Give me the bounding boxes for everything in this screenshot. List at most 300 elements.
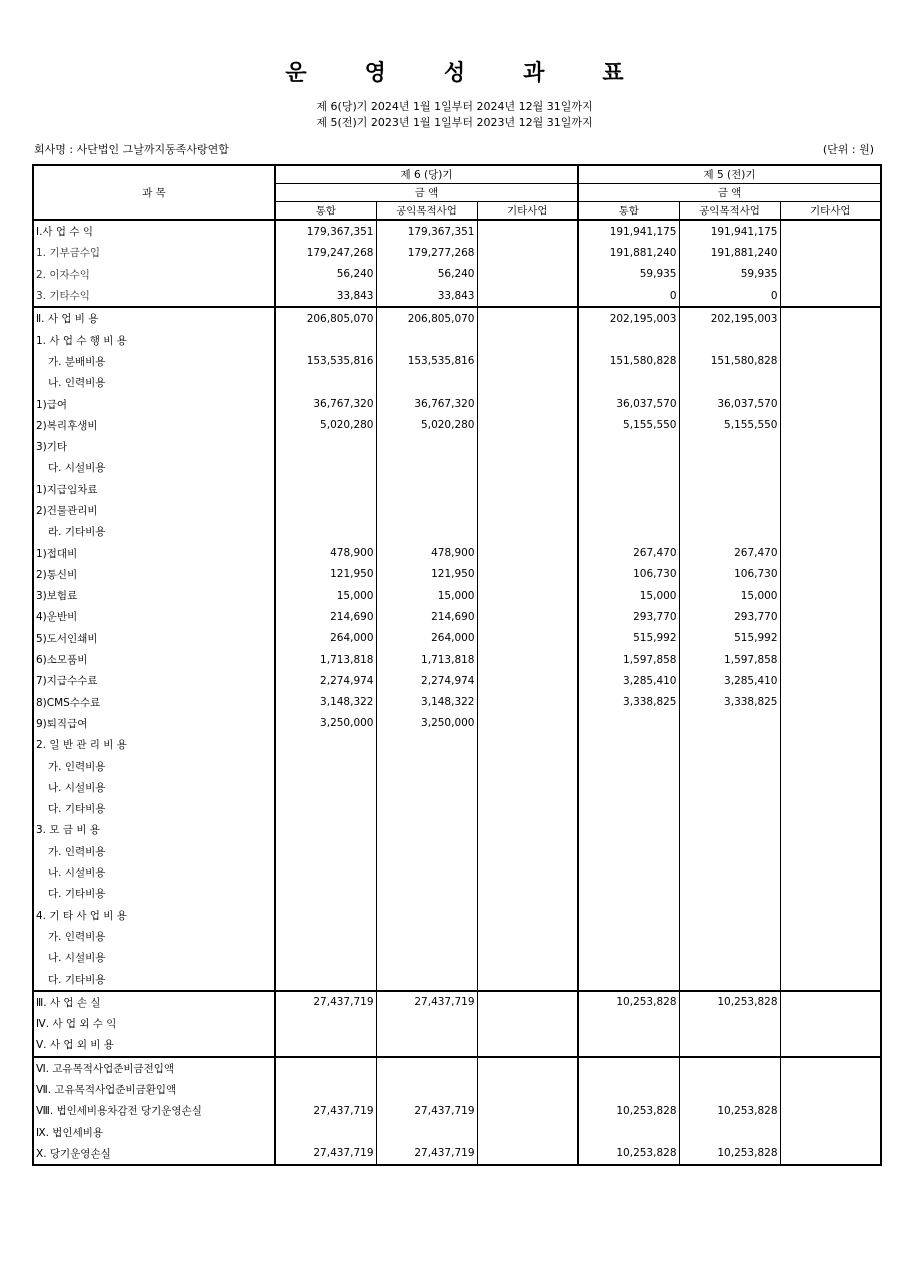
- header-col-public: 공익목적사업: [376, 202, 477, 221]
- value-cell: 267,470: [679, 542, 780, 563]
- statement-table: [32, 164, 882, 1166]
- value-cell: [477, 649, 578, 670]
- value-cell: [780, 1143, 881, 1165]
- value-cell: [780, 968, 881, 990]
- header-col-other: 기타사업: [780, 202, 881, 221]
- row-label: 다. 시설비용: [33, 457, 275, 478]
- value-cell: [275, 883, 376, 904]
- table-row: [33, 755, 881, 776]
- table-row: [33, 1034, 881, 1056]
- title-char: 운: [285, 61, 307, 86]
- value-cell: 59,935: [679, 264, 780, 285]
- value-cell: 3,285,410: [578, 670, 679, 691]
- value-cell: [477, 991, 578, 1013]
- value-cell: [679, 905, 780, 926]
- value-cell: 478,900: [376, 542, 477, 563]
- table-row: [33, 1079, 881, 1100]
- value-cell: [679, 947, 780, 968]
- row-label: 5)도서인쇄비: [33, 628, 275, 649]
- row-label: 다. 기타비용: [33, 883, 275, 904]
- row-label: 1)접대비: [33, 542, 275, 563]
- value-cell: 10,253,828: [578, 1100, 679, 1121]
- row-label: 4)운반비: [33, 606, 275, 627]
- value-cell: [477, 819, 578, 840]
- value-cell: 191,941,175: [578, 220, 679, 242]
- value-cell: [275, 436, 376, 457]
- table-row: [33, 500, 881, 521]
- value-cell: [477, 1013, 578, 1034]
- value-cell: [477, 351, 578, 372]
- value-cell: [679, 479, 780, 500]
- value-cell: [780, 1013, 881, 1034]
- row-label: Ⅸ. 법인세비용: [33, 1121, 275, 1142]
- value-cell: 33,843: [275, 285, 376, 307]
- value-cell: 3,338,825: [679, 692, 780, 713]
- value-cell: [679, 1121, 780, 1142]
- row-label: 2)복리후생비: [33, 415, 275, 436]
- value-cell: [578, 947, 679, 968]
- value-cell: [477, 947, 578, 968]
- row-label: 나. 인력비용: [33, 372, 275, 393]
- value-cell: 293,770: [679, 606, 780, 627]
- value-cell: 27,437,719: [275, 1143, 376, 1165]
- table-row: [33, 692, 881, 713]
- value-cell: [275, 798, 376, 819]
- value-cell: 15,000: [679, 585, 780, 606]
- table-row: [33, 1057, 881, 1079]
- value-cell: 0: [578, 285, 679, 307]
- value-cell: [679, 798, 780, 819]
- value-cell: [679, 713, 780, 734]
- value-cell: [477, 564, 578, 585]
- value-cell: [780, 713, 881, 734]
- value-cell: [477, 905, 578, 926]
- value-cell: [477, 841, 578, 862]
- row-label: 2. 일 반 관 리 비 용: [33, 734, 275, 755]
- value-cell: [578, 1013, 679, 1034]
- table-row: [33, 307, 881, 329]
- row-label: Ⅷ. 법인세비용차감전 당기운영손실: [33, 1100, 275, 1121]
- value-cell: [780, 649, 881, 670]
- value-cell: [780, 1057, 881, 1079]
- table-row: [33, 1143, 881, 1165]
- value-cell: [376, 500, 477, 521]
- value-cell: [780, 777, 881, 798]
- row-label: 2)건물관리비: [33, 500, 275, 521]
- value-cell: 5,155,550: [679, 415, 780, 436]
- value-cell: 33,843: [376, 285, 477, 307]
- header-amount-current: 금 액: [275, 184, 578, 202]
- value-cell: [578, 734, 679, 755]
- value-cell: [477, 606, 578, 627]
- value-cell: [477, 734, 578, 755]
- title-char: 성: [443, 61, 466, 86]
- value-cell: [477, 285, 578, 307]
- row-label: 1. 사 업 수 행 비 용: [33, 329, 275, 350]
- value-cell: [780, 1121, 881, 1142]
- row-label: Ⅹ. 당기운영손실: [33, 1143, 275, 1165]
- table-row: [33, 819, 881, 840]
- value-cell: 121,950: [376, 564, 477, 585]
- value-cell: [477, 1034, 578, 1056]
- value-cell: [477, 1079, 578, 1100]
- table-row: [33, 436, 881, 457]
- value-cell: 515,992: [578, 628, 679, 649]
- value-cell: [477, 479, 578, 500]
- value-cell: [780, 436, 881, 457]
- value-cell: [780, 628, 881, 649]
- value-cell: [679, 841, 780, 862]
- value-cell: [376, 777, 477, 798]
- value-cell: [780, 542, 881, 563]
- value-cell: [275, 905, 376, 926]
- value-cell: [376, 436, 477, 457]
- value-cell: [477, 883, 578, 904]
- row-label: 3)기타: [33, 436, 275, 457]
- value-cell: [679, 926, 780, 947]
- unit-label: (단위 : 원): [822, 143, 874, 156]
- value-cell: 214,690: [376, 606, 477, 627]
- value-cell: [376, 1057, 477, 1079]
- value-cell: 206,805,070: [376, 307, 477, 329]
- value-cell: [275, 819, 376, 840]
- value-cell: [578, 841, 679, 862]
- value-cell: [679, 329, 780, 350]
- value-cell: 0: [679, 285, 780, 307]
- value-cell: [780, 819, 881, 840]
- value-cell: 15,000: [275, 585, 376, 606]
- value-cell: [376, 905, 477, 926]
- table-row: [33, 734, 881, 755]
- value-cell: [376, 841, 477, 862]
- value-cell: [477, 1143, 578, 1165]
- value-cell: [679, 734, 780, 755]
- value-cell: [578, 926, 679, 947]
- value-cell: [780, 947, 881, 968]
- value-cell: [780, 372, 881, 393]
- value-cell: [376, 457, 477, 478]
- table-row: [33, 242, 881, 263]
- table-row: [33, 883, 881, 904]
- value-cell: 179,247,268: [275, 242, 376, 263]
- value-cell: [376, 883, 477, 904]
- value-cell: [477, 798, 578, 819]
- value-cell: [376, 521, 477, 542]
- value-cell: [376, 372, 477, 393]
- value-cell: 15,000: [578, 585, 679, 606]
- table-row: [33, 457, 881, 478]
- value-cell: [477, 862, 578, 883]
- value-cell: 1,713,818: [275, 649, 376, 670]
- row-label: 가. 인력비용: [33, 755, 275, 776]
- header-amount-previous: 금 액: [578, 184, 881, 202]
- value-cell: [780, 670, 881, 691]
- value-cell: [275, 777, 376, 798]
- title-char: 표: [602, 61, 624, 86]
- value-cell: [679, 372, 780, 393]
- value-cell: 202,195,003: [679, 307, 780, 329]
- value-cell: [780, 479, 881, 500]
- value-cell: [578, 1057, 679, 1079]
- table-row: [33, 777, 881, 798]
- value-cell: [578, 713, 679, 734]
- row-label: 가. 인력비용: [33, 841, 275, 862]
- value-cell: [780, 734, 881, 755]
- value-cell: 293,770: [578, 606, 679, 627]
- value-cell: [477, 372, 578, 393]
- value-cell: [780, 329, 881, 350]
- value-cell: 121,950: [275, 564, 376, 585]
- value-cell: [679, 1079, 780, 1100]
- row-label: 가. 분배비용: [33, 351, 275, 372]
- value-cell: [780, 220, 881, 242]
- value-cell: [376, 1121, 477, 1142]
- value-cell: [477, 1057, 578, 1079]
- row-label: 가. 인력비용: [33, 926, 275, 947]
- value-cell: [679, 1013, 780, 1034]
- value-cell: [780, 991, 881, 1013]
- value-cell: 5,020,280: [275, 415, 376, 436]
- value-cell: [679, 968, 780, 990]
- value-cell: [477, 329, 578, 350]
- row-label: 2. 이자수익: [33, 264, 275, 285]
- value-cell: 179,367,351: [275, 220, 376, 242]
- value-cell: [780, 457, 881, 478]
- value-cell: [376, 734, 477, 755]
- period-current: 제 6(당)기 2024년 1월 1일부터 2024년 12월 31일까지: [316, 100, 593, 113]
- value-cell: 56,240: [376, 264, 477, 285]
- table-row: [33, 1100, 881, 1121]
- table-row: [33, 841, 881, 862]
- value-cell: 478,900: [275, 542, 376, 563]
- value-cell: 191,881,240: [578, 242, 679, 263]
- table-row: [33, 905, 881, 926]
- title-char: 과: [523, 61, 545, 86]
- value-cell: [780, 1034, 881, 1056]
- value-cell: [376, 755, 477, 776]
- value-cell: [477, 457, 578, 478]
- value-cell: [679, 500, 780, 521]
- value-cell: 27,437,719: [376, 991, 477, 1013]
- header-previous-period: 제 5 (전)기: [578, 165, 881, 184]
- value-cell: 202,195,003: [578, 307, 679, 329]
- value-cell: [275, 755, 376, 776]
- value-cell: 36,037,570: [679, 393, 780, 414]
- value-cell: [376, 968, 477, 990]
- value-cell: [780, 883, 881, 904]
- value-cell: [477, 968, 578, 990]
- value-cell: 3,148,322: [275, 692, 376, 713]
- value-cell: [275, 479, 376, 500]
- row-label: 3. 모 금 비 용: [33, 819, 275, 840]
- value-cell: [477, 926, 578, 947]
- value-cell: 106,730: [578, 564, 679, 585]
- value-cell: [578, 862, 679, 883]
- value-cell: [477, 692, 578, 713]
- value-cell: [275, 862, 376, 883]
- table-row: [33, 285, 881, 307]
- value-cell: [780, 351, 881, 372]
- value-cell: 3,148,322: [376, 692, 477, 713]
- row-label: 8)CMS수수료: [33, 692, 275, 713]
- statement-rows: [33, 220, 881, 1165]
- table-row: [33, 991, 881, 1013]
- value-cell: [275, 1121, 376, 1142]
- table-row: [33, 628, 881, 649]
- value-cell: [780, 415, 881, 436]
- value-cell: 10,253,828: [679, 991, 780, 1013]
- value-cell: [780, 307, 881, 329]
- value-cell: [477, 242, 578, 263]
- value-cell: [477, 628, 578, 649]
- value-cell: 3,250,000: [376, 713, 477, 734]
- row-label: 나. 시설비용: [33, 947, 275, 968]
- value-cell: [275, 329, 376, 350]
- value-cell: 151,580,828: [578, 351, 679, 372]
- value-cell: [780, 862, 881, 883]
- value-cell: [275, 968, 376, 990]
- value-cell: [780, 393, 881, 414]
- value-cell: [780, 1079, 881, 1100]
- row-label: 다. 기타비용: [33, 798, 275, 819]
- value-cell: [578, 798, 679, 819]
- value-cell: [275, 521, 376, 542]
- value-cell: 10,253,828: [679, 1143, 780, 1165]
- value-cell: [578, 777, 679, 798]
- value-cell: [376, 329, 477, 350]
- value-cell: [780, 692, 881, 713]
- value-cell: [679, 755, 780, 776]
- value-cell: [780, 521, 881, 542]
- value-cell: 3,285,410: [679, 670, 780, 691]
- value-cell: [376, 926, 477, 947]
- value-cell: 191,941,175: [679, 220, 780, 242]
- value-cell: [477, 307, 578, 329]
- row-label: Ⅲ. 사 업 손 실: [33, 991, 275, 1013]
- value-cell: [578, 755, 679, 776]
- row-label: 6)소모품비: [33, 649, 275, 670]
- value-cell: [477, 777, 578, 798]
- value-cell: 106,730: [679, 564, 780, 585]
- row-label: 7)지급수수료: [33, 670, 275, 691]
- value-cell: 153,535,816: [275, 351, 376, 372]
- value-cell: [578, 1034, 679, 1056]
- row-label: 2)통신비: [33, 564, 275, 585]
- value-cell: [477, 415, 578, 436]
- value-cell: 179,367,351: [376, 220, 477, 242]
- row-label: Ⅶ. 고유목적사업준비금환입액: [33, 1079, 275, 1100]
- period-previous: 제 5(전)기 2023년 1월 1일부터 2023년 12월 31일까지: [316, 116, 593, 129]
- value-cell: [376, 1079, 477, 1100]
- row-label: 나. 시설비용: [33, 862, 275, 883]
- value-cell: 179,277,268: [376, 242, 477, 263]
- value-cell: [477, 521, 578, 542]
- company-name: 회사명 : 사단법인 그날까지동족사랑연합: [34, 143, 229, 156]
- value-cell: [780, 564, 881, 585]
- page-title: [0, 56, 909, 87]
- value-cell: [679, 1057, 780, 1079]
- value-cell: [780, 841, 881, 862]
- value-cell: [780, 500, 881, 521]
- value-cell: [578, 329, 679, 350]
- value-cell: [578, 457, 679, 478]
- row-label: 9)퇴직급여: [33, 713, 275, 734]
- value-cell: [679, 883, 780, 904]
- value-cell: [578, 372, 679, 393]
- value-cell: [275, 841, 376, 862]
- row-label: Ⅳ. 사 업 외 수 익: [33, 1013, 275, 1034]
- value-cell: 36,037,570: [578, 393, 679, 414]
- value-cell: 36,767,320: [275, 393, 376, 414]
- row-label: Ⅱ. 사 업 비 용: [33, 307, 275, 329]
- table-row: [33, 606, 881, 627]
- value-cell: [578, 819, 679, 840]
- value-cell: 3,250,000: [275, 713, 376, 734]
- value-cell: [275, 734, 376, 755]
- value-cell: 515,992: [679, 628, 780, 649]
- value-cell: [477, 1121, 578, 1142]
- value-cell: 36,767,320: [376, 393, 477, 414]
- value-cell: 15,000: [376, 585, 477, 606]
- row-label: 다. 기타비용: [33, 968, 275, 990]
- table-row: [33, 968, 881, 990]
- row-label: 1. 기부금수입: [33, 242, 275, 263]
- table-row: [33, 479, 881, 500]
- value-cell: [578, 479, 679, 500]
- row-label: 라. 기타비용: [33, 521, 275, 542]
- value-cell: [578, 521, 679, 542]
- table-row: [33, 926, 881, 947]
- value-cell: [477, 755, 578, 776]
- value-cell: [376, 1034, 477, 1056]
- table-row: [33, 521, 881, 542]
- table-row: [33, 372, 881, 393]
- value-cell: 267,470: [578, 542, 679, 563]
- value-cell: [578, 436, 679, 457]
- value-cell: [477, 500, 578, 521]
- value-cell: [578, 968, 679, 990]
- row-label: 4. 기 타 사 업 비 용: [33, 905, 275, 926]
- value-cell: 2,274,974: [275, 670, 376, 691]
- value-cell: 1,597,858: [578, 649, 679, 670]
- value-cell: [376, 819, 477, 840]
- value-cell: 1,713,818: [376, 649, 477, 670]
- table-row: [33, 329, 881, 350]
- value-cell: 59,935: [578, 264, 679, 285]
- value-cell: [275, 1079, 376, 1100]
- value-cell: [679, 457, 780, 478]
- value-cell: [477, 436, 578, 457]
- value-cell: [780, 755, 881, 776]
- row-label: Ⅵ. 고유목적사업준비금전입액: [33, 1057, 275, 1079]
- value-cell: 56,240: [275, 264, 376, 285]
- header-col-total: 통합: [275, 202, 376, 221]
- value-cell: [578, 1079, 679, 1100]
- row-label: 나. 시설비용: [33, 777, 275, 798]
- value-cell: 5,020,280: [376, 415, 477, 436]
- table-row: [33, 1013, 881, 1034]
- table-row: [33, 649, 881, 670]
- table-row: [33, 564, 881, 585]
- value-cell: [780, 1100, 881, 1121]
- value-cell: [780, 242, 881, 263]
- value-cell: [376, 862, 477, 883]
- value-cell: [578, 500, 679, 521]
- table-row: [33, 670, 881, 691]
- value-cell: [578, 1121, 679, 1142]
- header-col-total: 통합: [578, 202, 679, 221]
- value-cell: 153,535,816: [376, 351, 477, 372]
